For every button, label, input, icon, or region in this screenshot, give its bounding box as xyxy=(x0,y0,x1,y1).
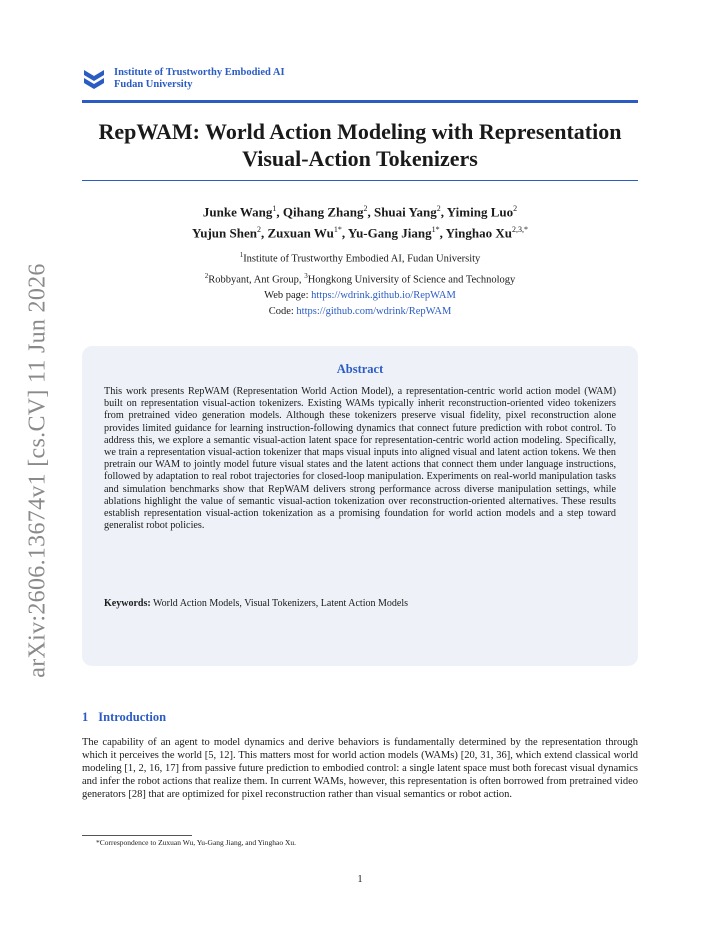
keywords xyxy=(104,598,616,609)
affiliation-text: Robbyant, Ant Group, xyxy=(208,274,305,285)
author-affil-sup: 1 xyxy=(272,204,277,213)
author-name: Junke Wang xyxy=(202,204,273,220)
affil-sup: 3 xyxy=(304,271,308,280)
title-line1: RepWAM: World Action Modeling with Representation xyxy=(98,119,622,144)
arxiv-stamp xyxy=(18,260,58,680)
affil-sup: 1 xyxy=(239,251,244,259)
paper-title xyxy=(82,118,638,172)
keywords-text: World Action Models, Visual Tokenizers, Latent Action Models xyxy=(153,598,408,609)
footnote: *Correspondence to Zuxuan Wu, Yu-Gang Jiang, and Yinghao Xu. xyxy=(96,838,297,847)
affil-sup: 2 xyxy=(204,271,209,280)
affiliation-text: Hongkong University of Science and Technology xyxy=(307,274,516,285)
author-affil-sup: 2 xyxy=(513,204,518,213)
abstract-box xyxy=(82,346,638,666)
introduction-text: The capability of an agent to model dynamics and derive behaviors is fundamentally determined by the representation through which it perceives the world [5, 12]. This matters most for world action models (WAMs) [20, 31, 36], which extend classical world modeling [1, 2, 16, 17] from passive future prediction to embodied control: a single latent space must both forecast visual dynamics and infer the robot actions that realize them. In current WAMs, however, this representation is often borrowed from pretrained video generators [28] that are optimized for pixel reconstruction rather than visual semantics or robot action. xyxy=(82,737,638,800)
section-heading-introduction xyxy=(82,710,166,725)
affiliations xyxy=(82,247,638,320)
webpage-label: Web page: xyxy=(264,290,312,301)
institution-header xyxy=(82,66,285,92)
header-rule xyxy=(82,100,638,103)
author-name: Yiming Luo xyxy=(446,204,514,220)
institute-logo-icon xyxy=(82,66,108,92)
author-line2: Yujun Shen$^2$, Zuxuan $Wu^{1*}$, Yu-Gang Jiang$^{1*}$, Yinghao $Xu^{2,3,*}$ xyxy=(192,225,528,241)
institution-line1: Institute of Trustworthy Embodied AI xyxy=(114,67,285,78)
institution-line2: Fudan University xyxy=(114,79,193,90)
abstract-heading: Abstract xyxy=(336,362,384,376)
affiliation-text: Institute of Trustworthy Embodied AI, Fudan University xyxy=(243,253,481,265)
author-name: Yu-Gang Jiang xyxy=(347,225,432,241)
author-affil-sup: 1* xyxy=(333,225,342,235)
code-label: Code: xyxy=(268,306,297,317)
footnote-rule xyxy=(82,835,192,836)
section-number: 1 xyxy=(82,710,89,724)
code-link[interactable]: https://github.com/wdrink/RepWAM xyxy=(296,306,452,317)
author-affil-sup: 1* xyxy=(431,225,440,235)
affiliation-line2 xyxy=(82,268,638,289)
code-line xyxy=(82,304,638,320)
title-rule xyxy=(82,180,638,181)
author-list xyxy=(82,200,638,243)
title-line2: Visual-Action Tokenizers xyxy=(242,146,478,171)
author-name: Shuai Yang xyxy=(373,204,437,220)
affiliation-line1 xyxy=(82,247,638,268)
institution-name xyxy=(114,67,285,91)
author-affil-sup: 2,3,* xyxy=(511,225,528,235)
webpage-line xyxy=(82,288,638,304)
author-affil-sup: 2 xyxy=(436,204,441,213)
webpage-link[interactable]: https://wdrink.github.io/RepWAM xyxy=(311,290,456,301)
arxiv-stamp-text: arXiv:2606.13674v1 [cs.CV] 11 Jun 2026 xyxy=(24,262,51,678)
author-name: Zuxuan Wu xyxy=(267,225,334,241)
author-line1: Junke Wang$^1$, Qihang Zhang$^2$, Shuai Yang$^2$, Yiming Luo$^2$ xyxy=(202,204,518,220)
abstract-text: This work presents RepWAM (Representation World Action Model), a representation-centric world action model (WAM) built on representation visual-action tokenizers. Existing WAMs typically inherit reconstruction-oriented video tokenizers from pretrained video generation models. Although these tokenizers preserve visual fidelity, pixel reconstruction alone provides limited guidance for learning instruction-following dynamics that connect future prediction with robot control. To address this, we explore a semantic visual-action latent space for representation-centric world action modeling. Specifically, we train a representation visual-action tokenizer that maps visual inputs into aligned visual and latent action tokens. We then pretrain our WAM to jointly model future visual states and the latent actions that connect them under language instructions, followed by adaptation to real robot trajectories for closed-loop manipulation. Experiments on real-world manipulation tasks and simulation benchmarks show that RepWAM delivers strong performance across diverse manipulation settings, while ablations highlight the value of semantic visual-action tokenization over reconstruction-oriented alternatives. These results establish representation visual-action tokenization as a promising foundation for world action models and a step toward generalist robot policies. xyxy=(104,386,616,532)
author-affil-sup: 2 xyxy=(363,204,368,213)
author-affil-sup: 2 xyxy=(256,225,261,235)
author-name: Qihang Zhang xyxy=(282,204,364,220)
section-title: Introduction xyxy=(98,710,167,724)
keywords-label: Keywords: xyxy=(104,598,151,609)
page-number: 1 xyxy=(357,874,363,885)
author-name: Yujun Shen xyxy=(192,225,257,241)
author-name: Yinghao Xu xyxy=(445,225,512,241)
